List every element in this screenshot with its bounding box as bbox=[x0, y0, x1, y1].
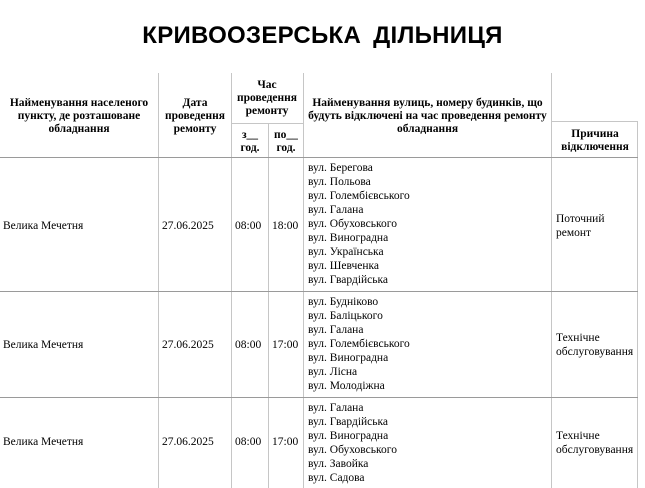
header-streets: Найменування вулиць, номеру будинків, що будуть відключені на час проведення ремонту обладнання bbox=[308, 97, 547, 135]
street-item: вул. Гвардійська bbox=[308, 274, 389, 286]
cell-settlement: Велика Мечетня bbox=[3, 339, 84, 351]
street-item: вул. Молодіжна bbox=[308, 380, 385, 392]
street-item: вул. Лісна bbox=[308, 366, 358, 378]
outage-table bbox=[0, 73, 645, 488]
cell-time-from: 08:00 bbox=[235, 436, 262, 448]
cell-date: 27.06.2025 bbox=[162, 220, 214, 232]
street-item: вул. Виноградна bbox=[308, 352, 389, 364]
cell-time-to: 17:00 bbox=[272, 436, 299, 448]
street-item: вул. Польова bbox=[308, 176, 371, 188]
row-divider bbox=[0, 291, 638, 292]
cell-time-from: 08:00 bbox=[235, 220, 262, 232]
street-item: вул. Гвардійська bbox=[308, 416, 389, 428]
cell-time-to: 17:00 bbox=[272, 339, 299, 351]
header-divider bbox=[0, 157, 638, 158]
header-time: Час проведення ремонту bbox=[236, 79, 298, 117]
street-item: вул. Обуховського bbox=[308, 218, 397, 230]
header-to: по__ год. bbox=[274, 129, 298, 154]
street-item: вул. Галана bbox=[308, 324, 364, 336]
page-title: КРИВООЗЕРСЬКА ДІЛЬНИЦЯ bbox=[142, 22, 503, 49]
grid-line bbox=[303, 73, 304, 488]
street-list bbox=[308, 401, 397, 485]
street-item: вул. Виноградна bbox=[308, 232, 389, 244]
header-from: з__ год. bbox=[240, 129, 260, 154]
grid-line bbox=[231, 123, 303, 124]
grid-line bbox=[158, 73, 159, 488]
street-item: вул. Завойка bbox=[308, 458, 369, 470]
grid-line bbox=[551, 73, 552, 488]
header-settlement: Найменування населеного пункту, де розташоване обладнання bbox=[9, 97, 149, 135]
cell-settlement: Велика Мечетня bbox=[3, 220, 84, 232]
row-divider bbox=[0, 397, 638, 398]
grid-line bbox=[268, 124, 269, 488]
street-item: вул. Садова bbox=[308, 472, 365, 484]
cell-date: 27.06.2025 bbox=[162, 436, 214, 448]
street-item: вул. Виноградна bbox=[308, 430, 389, 442]
cell-date: 27.06.2025 bbox=[162, 339, 214, 351]
header-date: Дата проведення ремонту bbox=[164, 97, 226, 135]
street-list bbox=[308, 295, 410, 393]
street-list bbox=[308, 161, 410, 287]
cell-time-to: 18:00 bbox=[272, 220, 299, 232]
street-item: вул. Українська bbox=[308, 246, 384, 258]
street-item: вул. Голембієвського bbox=[308, 190, 410, 202]
header-reason: Причина відключення bbox=[561, 128, 629, 153]
street-item: вул. Будніково bbox=[308, 296, 379, 308]
cell-settlement: Велика Мечетня bbox=[3, 436, 84, 448]
street-item: вул. Голембієвського bbox=[308, 338, 410, 350]
cell-reason: Поточний ремонт bbox=[556, 213, 605, 239]
street-item: вул. Обуховського bbox=[308, 444, 397, 456]
grid-line bbox=[231, 73, 232, 488]
street-item: вул. Баліцького bbox=[308, 310, 383, 322]
street-item: вул. Галана bbox=[308, 204, 364, 216]
grid-line bbox=[551, 121, 638, 122]
cell-time-from: 08:00 bbox=[235, 339, 262, 351]
cell-reason: Технічне обслуговування bbox=[556, 332, 634, 358]
cell-reason: Технічне обслуговування bbox=[556, 430, 634, 456]
street-item: вул. Галана bbox=[308, 402, 364, 414]
street-item: вул. Шевченка bbox=[308, 260, 380, 272]
street-item: вул. Берегова bbox=[308, 162, 373, 174]
